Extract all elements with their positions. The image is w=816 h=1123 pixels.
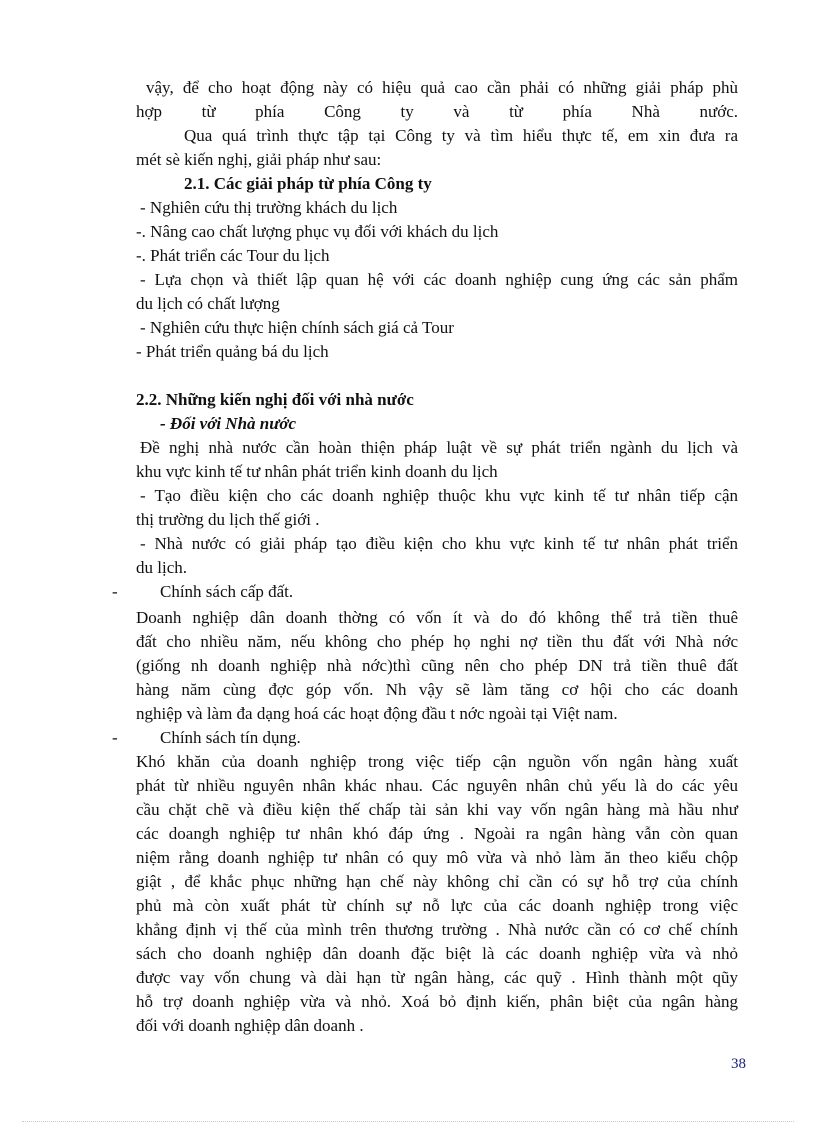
text-line: phát từ nhiều nguyên nhân khác nhau. Các nguyên nhân chủ yếu là do các yêu xyxy=(136,776,738,795)
text-line: niệm rằng doanh nghiệp tư nhân có quy mô vừa và nhỏ làm ăn theo kiểu chộp xyxy=(136,848,738,867)
list-item-continuation: thị trường du lịch thế giới . xyxy=(136,510,320,529)
text-line: được vay vốn chung và dài hạn từ ngân hàng, các quỹ . Hình thành một qũy xyxy=(136,968,738,987)
subsection-heading: - Đối với Nhà nước xyxy=(160,414,297,433)
text-line: sách cho doanh nghiệp dân doanh đặc biệt là các doanh nghiệp vừa và nhỏ xyxy=(136,944,738,963)
text-line: cầu chặt chẽ và điều kiện thế chấp tài sản khi vay vốn ngân hàng mà hầu như xyxy=(136,800,738,819)
bullet-dash: - xyxy=(112,728,118,747)
list-item: -. Phát triển các Tour du lịch xyxy=(136,246,330,265)
list-item: - Lựa chọn và thiết lập quan hệ với các doanh nghiệp cung ứng các sản phẩm xyxy=(140,270,738,289)
text-line: hỗ trợ doanh nghiệp vừa và nhỏ. Xoá bỏ định kiến, phân biệt của ngân hàng xyxy=(136,992,738,1011)
list-item: - Nghiên cứu thị trường khách du lịch xyxy=(140,198,398,217)
bullet-dash: - xyxy=(112,582,118,601)
text-line: nghiệp và làm đa dạng hoá các hoạt động đầu t nớc ngoài tại Việt nam. xyxy=(136,704,618,723)
text-line: mét sè kiến nghị, giải pháp như sau: xyxy=(136,150,382,169)
text-line: (giống nh doanh nghiệp nhà nớc)thì cũng nên cho phép DN trả tiền thuê đất xyxy=(136,656,738,675)
list-item: - Nhà nước có giải pháp tạo điều kiện cho khu vực kinh tế tư nhân phát triển xyxy=(140,534,738,553)
list-item: - Tạo điều kiện cho các doanh nghiệp thuộc khu vực kinh tế tư nhân tiếp cận xyxy=(140,486,738,505)
text-line: phủ mà còn xuất phát từ chính sự nỗ lực của các doanh nghiệp trong việc xyxy=(136,896,738,915)
list-item: - Nghiên cứu thực hiện chính sách giá cả Tour xyxy=(140,318,454,337)
text-line: hàng năm cùng đợc góp vốn. Nh vậy sẽ làm tăng cơ hội cho các doanh xyxy=(136,680,738,699)
text-line: đất cho nhiều năm, nếu không cho phép họ nghi nợ tiền thu đất với Nhà nớc xyxy=(136,632,738,651)
bullet-heading-credit-policy: Chính sách tín dụng. xyxy=(160,728,301,747)
text-line: Khó khăn của doanh nghiệp trong việc tiếp cận nguồn vốn ngân hàng xuất xyxy=(136,752,738,771)
text-line: giật , để khắc phục những hạn chế này không chỉ cần có sự hỗ trợ của chính xyxy=(136,872,738,891)
section-heading-2-1: 2.1. Các giải pháp từ phía Công ty xyxy=(184,174,432,193)
text-line: Qua quá trình thực tập tại Công ty và tìm hiểu thực tế, em xin đưa ra xyxy=(184,126,738,145)
text-line: Đề nghị nhà nước cần hoàn thiện pháp luật về sự phát triển ngành du lịch và xyxy=(140,438,738,457)
list-item-continuation: du lịch có chất lượng xyxy=(136,294,280,313)
section-heading-2-2: 2.2. Những kiến nghị đối với nhà nước xyxy=(136,390,414,409)
text-line: các doangh nghiệp tư nhân khó đáp ứng . Ngoài ra ngân hàng vẫn còn quan xyxy=(136,824,738,843)
text-line: Doanh nghiệp dân doanh thờng có vốn ít và do đó không thể trả tiền thuê xyxy=(136,608,738,627)
list-item: - Phát triển quảng bá du lịch xyxy=(136,342,329,361)
text-line: đối với doanh nghiệp dân doanh . xyxy=(136,1016,364,1035)
text-line: vậy, để cho hoạt động này có hiệu quả cao cần phải có những giải pháp phù xyxy=(146,78,738,97)
text-line: khu vực kinh tế tư nhân phát triển kinh doanh du lịch xyxy=(136,462,498,481)
footer-divider xyxy=(22,1121,794,1122)
list-item: -. Nâng cao chất lượng phục vụ đối với khách du lịch xyxy=(136,222,499,241)
list-item-continuation: du lịch. xyxy=(136,558,187,577)
bullet-heading-land-policy: Chính sách cấp đất. xyxy=(160,582,294,601)
text-line: hợp từ phía Công ty và từ phía Nhà nước. xyxy=(136,102,738,121)
text-line: khẳng định vị thế của mình trên thương trường . Nhà nước cần có cơ chế chính xyxy=(136,920,738,939)
page-number: 38 xyxy=(731,1056,746,1072)
